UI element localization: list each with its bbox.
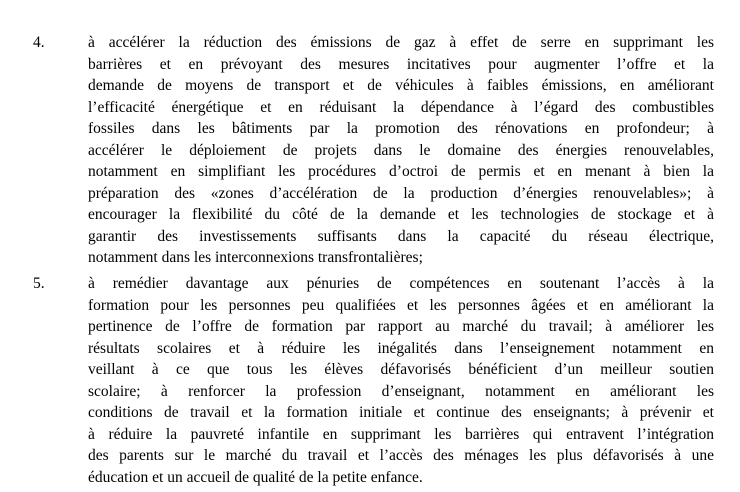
paragraph-line: éducation et un accueil de qualité de la petite enfance.: [88, 468, 423, 486]
paragraph-line: scolaire; à renforcer la profession d’enseignant, notamment en améliorant les: [88, 382, 714, 400]
paragraph-line: notamment en simplifiant les procédures d’octroi de permis et en menant à bien la: [88, 163, 714, 180]
item-number: 4.: [33, 34, 45, 51]
item-number: 5.: [33, 275, 45, 292]
paragraph-line: conditions de travail et la formation initiale et continue des enseignants; à prévenir et: [88, 404, 714, 421]
paragraph-line: encourager la flexibilité du côté de la demande et les technologies de stockage et à: [88, 206, 714, 223]
paragraph-line: pertinence de l’offre de formation par rapport au marché du travail; à améliorer les: [88, 318, 714, 335]
paragraph-line: à remédier davantage aux pénuries de compétences en soutenant l’accès à la: [88, 275, 714, 292]
paragraph-line: accélérer le déploiement de projets dans le domaine des énergies renouvelables,: [88, 141, 714, 159]
paragraph-line: demande de moyens de transport et de véhicules à faibles émissions, en améliorant: [88, 77, 714, 94]
paragraph-line: des parents sur le marché du travail et l’accès des ménages les plus défavorisés à une: [88, 447, 714, 464]
paragraph-line: résultats scolaires et à réduire les inégalités dans l’enseignement notamment en: [88, 339, 714, 357]
paragraph-line: à accélérer la réduction des émissions de gaz à effet de serre en supprimant les: [88, 34, 714, 51]
paragraph-line: garantir des investissements suffisants dans la capacité du réseau électrique,: [88, 227, 714, 245]
paragraph-line: veillant à ce que tous les élèves défavorisés bénéficient d’un meilleur soutien: [88, 361, 714, 378]
item-paragraph: [88, 32, 714, 269]
paragraph-line: fossiles dans les bâtiments par la promotion des rénovations en profondeur; à: [88, 120, 714, 137]
paragraph-line: préparation des «zones d’accélération de la production d’énergies renouvelables»; à: [88, 184, 714, 202]
paragraph-line: l’efficacité énergétique et en réduisant la dépendance à l’égard des combustibles: [88, 98, 714, 116]
paragraph-line: notamment dans les interconnexions transfrontalières;: [88, 249, 423, 266]
paragraph-line: à réduire la pauvreté infantile en supprimant les barrières qui entravent l’intégration: [88, 425, 714, 443]
paragraph-line: formation pour les personnes peu qualifiées et les personnes âgées et en améliorant la: [88, 296, 714, 314]
item-paragraph: [88, 273, 714, 488]
paragraph-line: barrières et en prévoyant des mesures incitatives pour augmenter l’offre et la: [88, 55, 714, 73]
